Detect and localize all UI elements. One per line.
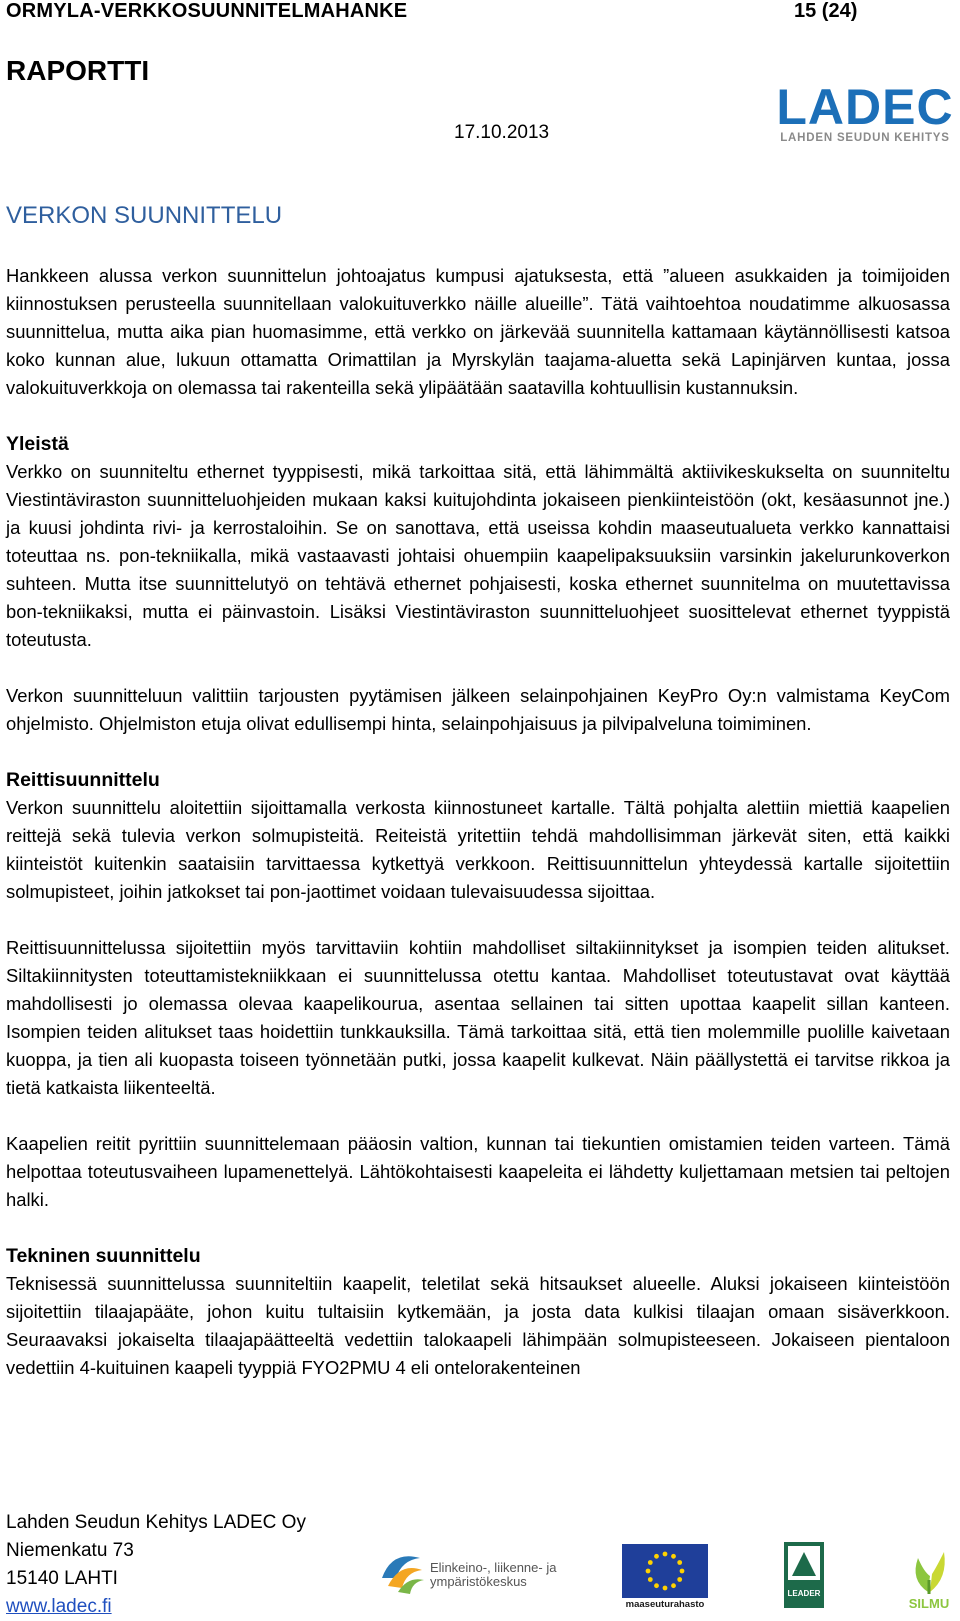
eu-star-icon xyxy=(671,1583,676,1588)
eu-star-icon xyxy=(663,1586,668,1591)
report-label: RAPORTTI xyxy=(6,55,150,86)
paragraph-software: Verkon suunnitteluun valittiin tarjousten pyytämisen jälkeen selainpohjainen KeyPro Oy:n valmistama KeyCom ohjelmisto. Ohjelmiston etuja olivat edullisempi hinta, selainpohjaisuus ja pilvipalveluna toimiminen. xyxy=(6,685,950,734)
footer-org: Lahden Seudun Kehitys LADEC Oy xyxy=(6,1512,306,1533)
paragraph-technical: Teknisessä suunnittelussa suunniteltiin kaapelit, teletilat sekä hitsaukset alueelle. Aluksi jokaiseen kiinteistöön sijoitettiin tilaajapääte, johon kuitu tultaisiin kytkemään, ja josta data kulkisi tilaajan omaan sisäverkkoon. Seuraavaksi jokaiselta tilaajapäätteeltä vedettiin talokaapeli lähimpään solmupisteeseen. Jokaiseen pientaloon vedettiin 4-kuituinen kaapeli tyyppiä FYO2PMU 4 eli ontelorakenteinen xyxy=(6,1273,950,1378)
paragraph-route-3: Kaapelien reitit pyrittiin suunnittelemaan pääosin valtion, kunnan tai tiekuntien omistamien teiden varteen. Tämä helpottaa toteutusvaiheen lupamenettelyä. Lähtökohtaisesti kaapeleita ei lähdetty kuljettamaan metsien tai peltojen halki. xyxy=(6,1133,950,1210)
ladec-logo-subtitle: LAHDEN SEUDUN KEHITYS xyxy=(780,132,950,144)
footer-website-link[interactable]: www.ladec.fi xyxy=(6,1596,112,1617)
ely-logo-text-1: Elinkeino-, liikenne- ja xyxy=(430,1560,557,1575)
eu-star-icon xyxy=(654,1554,659,1559)
heading-technical-planning: Tekninen suunnittelu xyxy=(6,1245,201,1267)
leader-logo-text: LEADER xyxy=(787,1589,821,1598)
footer-address xyxy=(6,1509,306,1621)
eu-logo-text: maaseuturahasto xyxy=(625,1599,705,1608)
heading-general: Yleistä xyxy=(6,433,69,455)
eu-star-icon xyxy=(654,1583,659,1588)
footer-city: 15140 LAHTI xyxy=(6,1568,118,1589)
eu-star-icon xyxy=(648,1577,653,1582)
report-body xyxy=(6,262,950,1382)
eu-star-icon xyxy=(677,1560,682,1565)
ely-logo xyxy=(378,1548,558,1596)
page-number: 15 (24) xyxy=(794,0,858,22)
silmu-logo xyxy=(904,1540,954,1610)
eu-star-icon xyxy=(677,1577,682,1582)
report-date: 17.10.2013 xyxy=(454,122,550,143)
ladec-logo-text: LADEC xyxy=(776,84,954,135)
heading-route-planning: Reittisuunnittelu xyxy=(6,769,160,791)
eu-star-icon xyxy=(646,1569,651,1574)
silmu-logo-text: SILMU xyxy=(908,1596,950,1610)
ladec-logo xyxy=(772,84,958,146)
eu-star-icon xyxy=(671,1554,676,1559)
eu-flag-logo xyxy=(620,1544,710,1608)
footer-street: Niemenkatu 73 xyxy=(6,1540,134,1561)
section-title: VERKON SUUNNITTELU xyxy=(6,202,283,229)
leader-logo xyxy=(784,1542,824,1608)
paragraph-intro: Hankkeen alussa verkon suunnittelun johtoajatus kumpusi ajatuksesta, että ”alueen asukkaiden ja toimijoiden kiinnostuksen perusteella suunnitellaan valokuituverkko näille alueille”. Tätä vaihtoehtoa noudatimme alkuosassa suunnittelua, mutta aika pian huomasimme, että verkko on järkevää suunnitella kattamaan käytännöllisesti katsoa koko kunnan alue, lukuun ottamatta Orimattilan ja Myrskylän taajama-aluetta sekä Lapinjärven kuntaa, jossa valokuituverkkoja on olemassa tai rakenteilla sekä ylipäätään saatavilla kohtuullisin kustannuksin. xyxy=(6,265,950,398)
paragraph-route-1: Verkon suunnittelu aloitettiin sijoittamalla verkosta kiinnostuneet kartalle. Tältä pohjalta alettiin miettiä kaapelien reittejä sekä tulevia verkon solmupisteitä. Reiteistä yritettiin tehdä mahdollisimman järkevät siten, että kaikki kiinteistöt kuitenkin saataisiin tarvittaessa kytkettyä verkkoon. Reittisuunnittelun yhteydessä kartalle sijoitettiin solmupisteet, joihin jatkokset tai pon-jaottimet voidaan tulevaisuudessa sijoittaa. xyxy=(6,797,950,902)
document-title: ORMYLA-VERKKOSUUNNITELMAHANKE xyxy=(6,0,408,22)
paragraph-general: Verkko on suunniteltu ethernet tyyppisesti, mikä tarkoittaa sitä, että lähimmältä aktiivikeskukselta on suunniteltu Viestintäviraston suunnitteluohjeiden mukaan kaksi kuitujohdinta jokaiseen pienkiinteistöön (okt, kesäasunnot jne.) ja kuusi johdinta rivi- ja kerrostaloihin. Se on sanottava, että useissa kohdin maaseutualueta verkko kannattaisi toteuttaa ns. pon-tekniikalla, mikä vastaavasti johtaisi ohuempiin kaapelipaksuuksiin varsinkin jakelurunkoverkon suhteen. Mutta itse suunnittelutyö on tehtävä ethernet pohjaisesti, koska ethernet suunnitelma on muutettavissa bon-tekniikaksi, mutta ei päinvastoin. Lisäksi Viestintäviraston suunnitteluohjeet suosittelevat ethernet tyyppistä toteutusta. xyxy=(6,461,950,650)
ely-logo-text-2: ympäristökeskus xyxy=(430,1574,527,1589)
eu-star-icon xyxy=(680,1569,685,1574)
eu-star-icon xyxy=(648,1560,653,1565)
paragraph-route-2: Reittisuunnittelussa sijoitettiin myös tarvittaviin kohtiin mahdolliset siltakiinnitykset ja isompien teiden alitukset. Siltakiinnitysten toteuttamistekniikkaan ei suunnittelussa otettu kantaa. Mahdolliset toteutustavat ovat käyttää mahdollisesti jo olemassa olevaa kaapelikourua, asentaa sellainen tai sitten upottaa kaapelit sillan kanteen. Isompien teiden alitukset taas hoidettiin tunkkauksilla. Tämä tarkoittaa sitä, että tien molemmille puolille kaivetaan kuoppa, ja tien ali kuopasta toiseen työnnetään putki, jossa kaapelit kulkevat. Näin päällystettä ei tarvitse rikkoa ja tietä katkaista liikenteeltä. xyxy=(6,937,950,1098)
eu-star-icon xyxy=(663,1552,668,1557)
